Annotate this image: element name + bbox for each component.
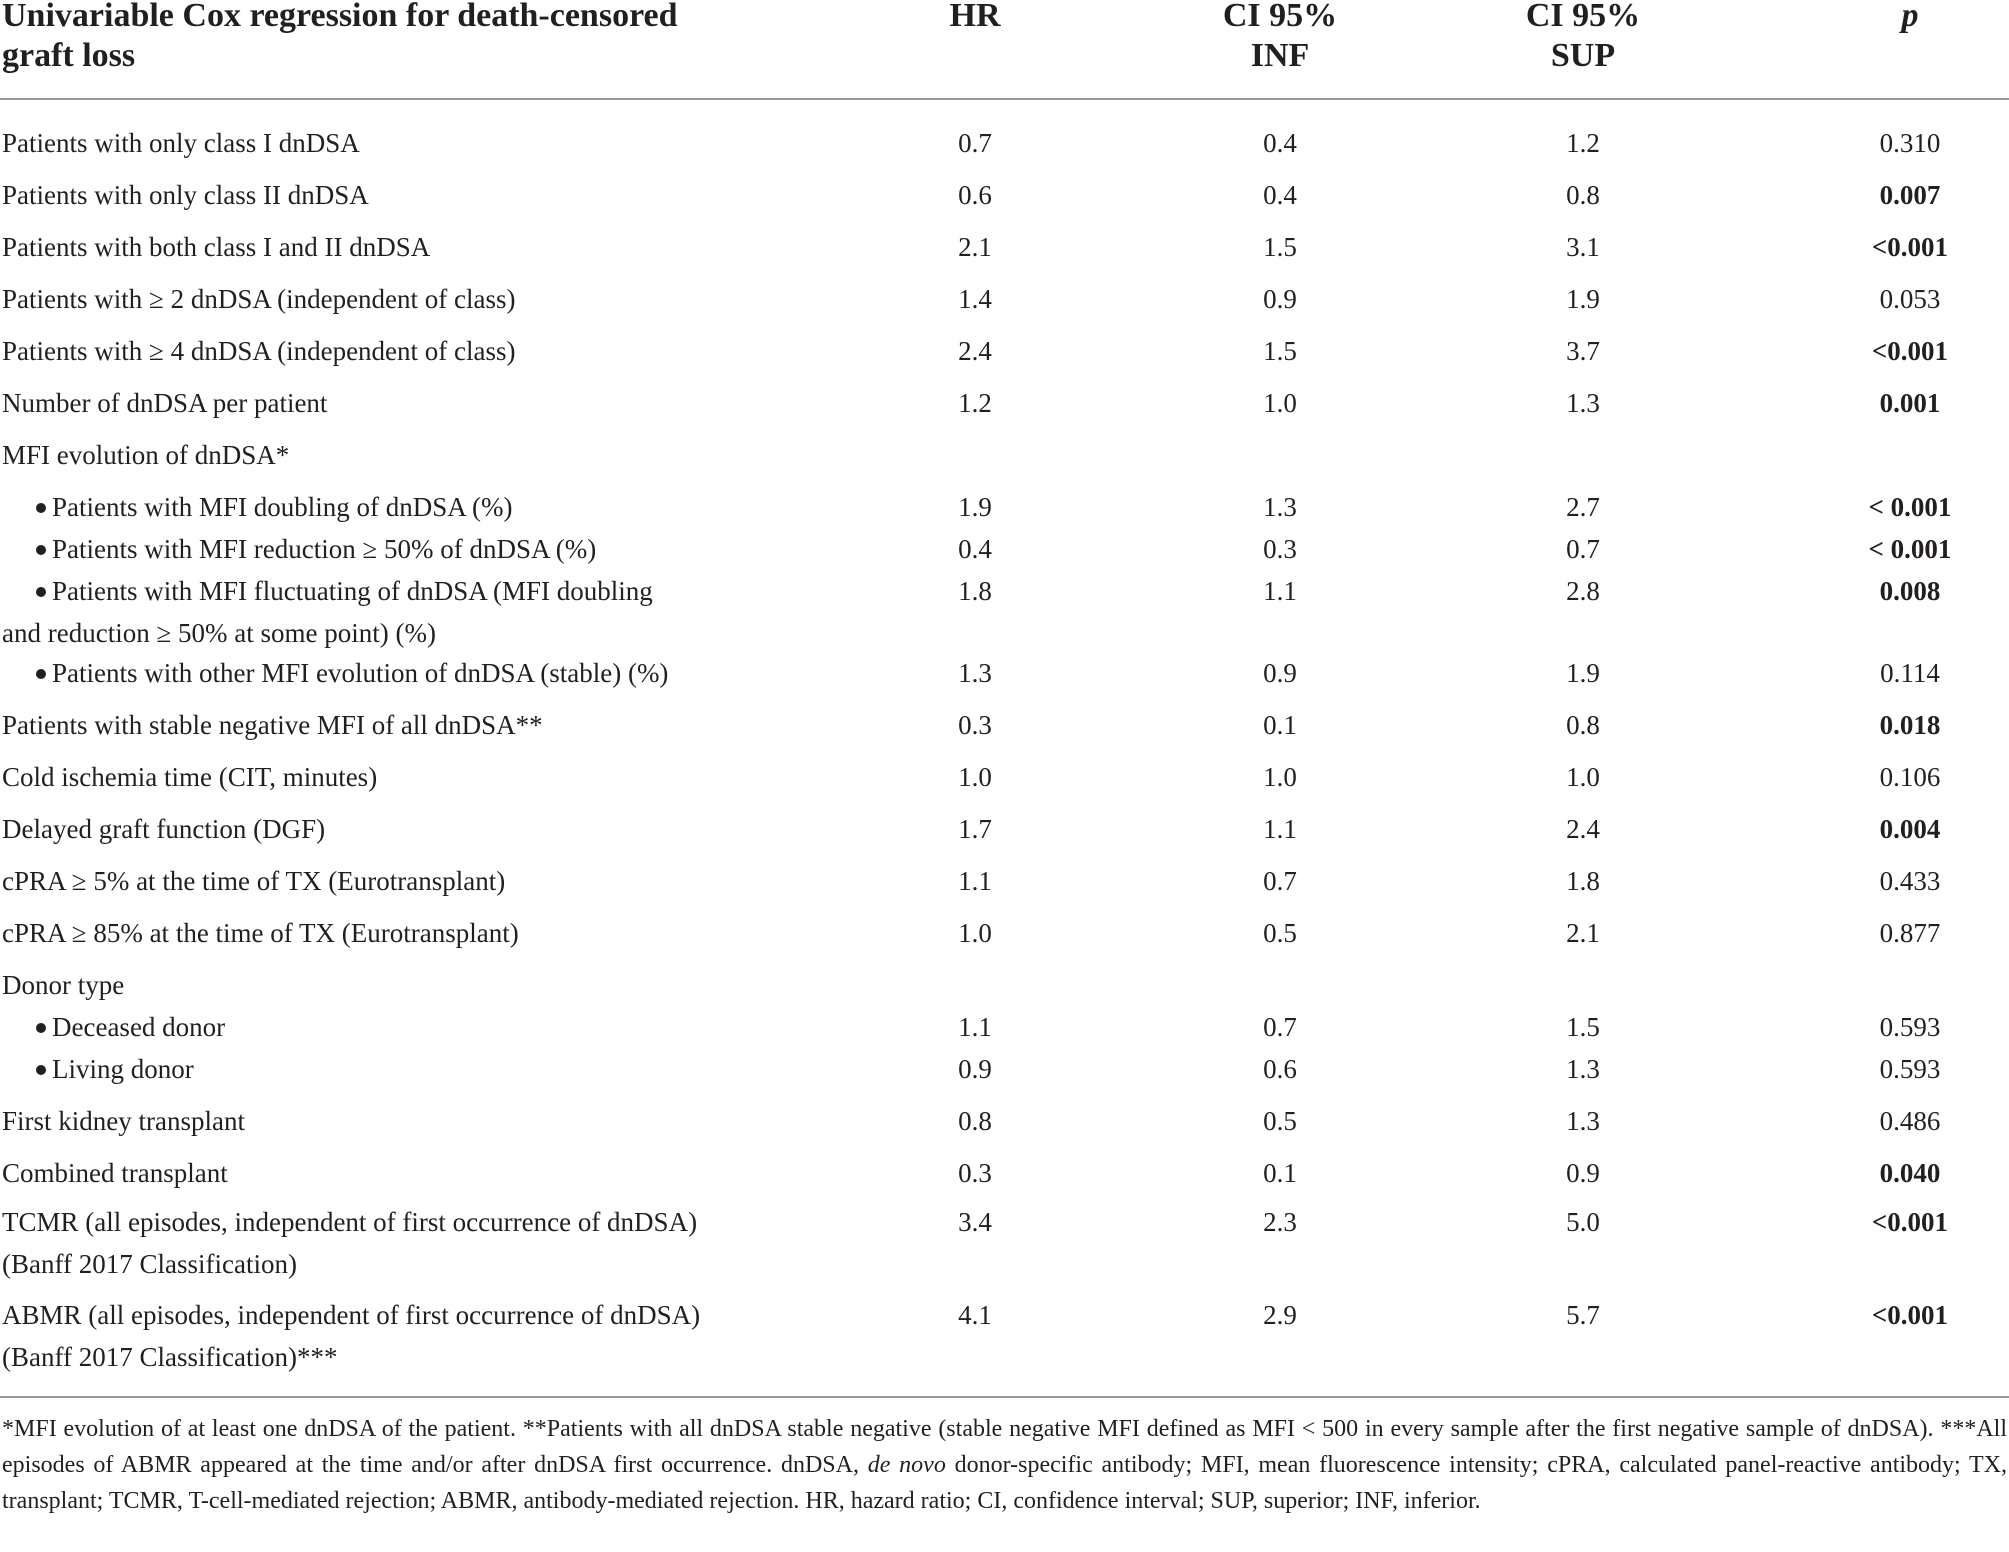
column-header-ci-sup — [1483, 0, 1683, 76]
hr-value: 1.1 — [958, 866, 992, 896]
ci-sup-value: 0.8 — [1566, 710, 1600, 740]
ci-inf-value: 0.6 — [1263, 1054, 1297, 1084]
ci-sup-value: 5.7 — [1566, 1300, 1600, 1330]
hr-value: 4.1 — [958, 1300, 992, 1330]
footnote-text-part1: *MFI evolution of at least one dnDSA of the patient. **Patients with all dnDSA stable negative (stable negative MFI defined as MFI < 500 in every sample after the first negative sample of dnDSA). ***All episodes of ABMR appeared at the time and/or after dnDSA first occurrence. dnDSA, — [2, 1416, 2007, 1478]
hr-value: 1.3 — [958, 658, 992, 688]
ci-sup-value: 1.2 — [1566, 128, 1600, 158]
row-label: cPRA ≥ 85% at the time of TX (Eurotransplant) — [2, 918, 519, 948]
p-value: <0.001 — [1871, 336, 1949, 366]
p-value: 0.106 — [1879, 762, 1941, 792]
hr-value: 1.0 — [958, 918, 992, 948]
hr-value: 0.9 — [958, 1054, 992, 1084]
ci-inf-value: 0.7 — [1263, 866, 1297, 896]
ci-inf-value: 0.1 — [1263, 1158, 1297, 1188]
row-label: Combined transplant — [2, 1158, 228, 1188]
column-header-p: p — [1901, 0, 1919, 34]
ci-sup-value: 1.3 — [1566, 388, 1600, 418]
row-label: Donor type — [2, 970, 125, 1000]
row-label: Patients with ≥ 4 dnDSA (independent of class) — [2, 336, 516, 366]
bullet-icon — [36, 1023, 46, 1033]
hr-value: 1.1 — [958, 1012, 992, 1042]
hr-value: 0.7 — [958, 128, 992, 158]
p-value: 0.007 — [1879, 180, 1941, 210]
ci-sup-value: 2.8 — [1566, 576, 1600, 606]
row-label-line2: (Banff 2017 Classification)*** — [2, 1342, 338, 1372]
row-label-line2: (Banff 2017 Classification) — [2, 1249, 297, 1279]
bullet-icon — [36, 545, 46, 555]
hr-value: 1.7 — [958, 814, 992, 844]
p-value: 0.593 — [1879, 1054, 1941, 1084]
row-label: Delayed graft function (DGF) — [2, 814, 326, 844]
ci-inf-value: 1.3 — [1263, 492, 1297, 522]
ci-sup-value: 0.8 — [1566, 180, 1600, 210]
hr-value: 0.8 — [958, 1106, 992, 1136]
ci-sup-value: 2.4 — [1566, 814, 1600, 844]
ci-inf-value: 0.7 — [1263, 1012, 1297, 1042]
p-value: <0.001 — [1871, 1300, 1949, 1330]
ci-inf-value: 1.0 — [1263, 388, 1297, 418]
ci-sup-value: 1.9 — [1566, 284, 1600, 314]
hr-value: 0.3 — [958, 1158, 992, 1188]
hr-value: 0.3 — [958, 710, 992, 740]
row-label: Patients with MFI reduction ≥ 50% of dnDSA (%) — [52, 534, 597, 564]
p-value: <0.001 — [1871, 1207, 1949, 1237]
ci-inf-value: 2.9 — [1263, 1300, 1297, 1330]
ci-sup-value: 2.1 — [1566, 918, 1600, 948]
ci-sup-value: 1.8 — [1566, 866, 1600, 896]
hr-value: 1.9 — [958, 492, 992, 522]
hr-value: 1.8 — [958, 576, 992, 606]
ci-sup-value: 1.0 — [1566, 762, 1600, 792]
ci-inf-line2: INF — [1250, 37, 1310, 74]
row-label: Patients with ≥ 2 dnDSA (independent of class) — [2, 284, 516, 314]
bullet-icon — [36, 503, 46, 513]
ci-inf-value: 0.1 — [1263, 710, 1297, 740]
row-label: First kidney transplant — [2, 1106, 245, 1136]
p-value: 0.008 — [1879, 576, 1941, 606]
ci-inf-value: 0.5 — [1263, 1106, 1297, 1136]
row-label: Patients with other MFI evolution of dnDSA (stable) (%) — [52, 658, 669, 688]
ci-sup-value: 5.0 — [1566, 1207, 1600, 1237]
ci-sup-value: 1.9 — [1566, 658, 1600, 688]
p-value: 0.053 — [1879, 284, 1941, 314]
column-header-hr: HR — [949, 0, 1001, 34]
ci-sup-value: 3.7 — [1566, 336, 1600, 366]
row-label-line1: ABMR (all episodes, independent of first occurrence of dnDSA) — [2, 1300, 701, 1330]
p-value: < 0.001 — [1868, 492, 1952, 522]
bullet-icon — [36, 587, 46, 597]
ci-sup-value: 1.3 — [1566, 1054, 1600, 1084]
header-title-line2: graft loss — [2, 37, 136, 74]
footer-rule — [0, 1396, 2009, 1398]
column-header-variable — [2, 0, 862, 76]
ci-inf-line1: CI 95% — [1222, 0, 1338, 34]
ci-sup-value: 0.7 — [1566, 534, 1600, 564]
p-value: <0.001 — [1871, 232, 1949, 262]
ci-inf-value: 1.5 — [1263, 336, 1297, 366]
row-label: Cold ischemia time (CIT, minutes) — [2, 762, 378, 792]
ci-sup-value: 1.5 — [1566, 1012, 1600, 1042]
p-value: 0.877 — [1879, 918, 1941, 948]
ci-inf-value: 0.5 — [1263, 918, 1297, 948]
ci-sup-line2: SUP — [1550, 37, 1616, 74]
p-value: 0.433 — [1879, 866, 1941, 896]
hr-value: 1.0 — [958, 762, 992, 792]
ci-inf-value: 0.4 — [1263, 128, 1297, 158]
hr-value: 3.4 — [958, 1207, 992, 1237]
p-value: 0.040 — [1879, 1158, 1941, 1188]
hr-value: 1.2 — [958, 388, 992, 418]
p-value: 0.004 — [1879, 814, 1941, 844]
ci-inf-value: 1.1 — [1263, 814, 1297, 844]
p-value: 0.486 — [1879, 1106, 1941, 1136]
footnote-italic: de novo — [867, 1452, 946, 1478]
ci-inf-value: 2.3 — [1263, 1207, 1297, 1237]
ci-sup-line1: CI 95% — [1525, 0, 1641, 34]
ci-inf-value: 0.4 — [1263, 180, 1297, 210]
p-value: 0.114 — [1880, 658, 1940, 688]
ci-inf-value: 1.5 — [1263, 232, 1297, 262]
row-label: Living donor — [52, 1054, 194, 1084]
p-value: 0.001 — [1879, 388, 1941, 418]
row-label-line2: and reduction ≥ 50% at some point) (%) — [2, 618, 436, 648]
footnote-text-part2: donor-specific antibody; MFI, mean fluorescence intensity; cPRA, calculated panel-reactive antibody; TX, transplant; TCMR, T-cell-mediated rejection; ABMR, antibody-mediated rejection. HR, hazard ratio; CI, confidence interval; SUP, superior; INF, inferior. — [2, 1452, 2008, 1514]
p-value: 0.310 — [1879, 128, 1941, 158]
ci-inf-value: 0.9 — [1263, 284, 1297, 314]
row-label: Deceased donor — [52, 1012, 226, 1042]
ci-sup-value: 1.3 — [1566, 1106, 1600, 1136]
row-label-line1: Patients with MFI fluctuating of dnDSA (MFI doubling — [52, 576, 653, 606]
p-value: 0.018 — [1879, 710, 1941, 740]
row-label: Patients with only class I dnDSA — [2, 128, 360, 158]
p-value: 0.593 — [1879, 1012, 1941, 1042]
row-label: cPRA ≥ 5% at the time of TX (Eurotransplant) — [2, 866, 506, 896]
ci-sup-value: 0.9 — [1566, 1158, 1600, 1188]
hr-value: 2.4 — [958, 336, 992, 366]
row-label: Patients with MFI doubling of dnDSA (%) — [52, 492, 513, 522]
ci-inf-value: 1.1 — [1263, 576, 1297, 606]
hr-value: 1.4 — [958, 284, 992, 314]
ci-sup-value: 2.7 — [1566, 492, 1600, 522]
header-title-line1: Univariable Cox regression for death-censored — [2, 0, 678, 34]
bullet-icon — [36, 1065, 46, 1075]
hr-value: 2.1 — [958, 232, 992, 262]
row-label: Patients with stable negative MFI of all dnDSA** — [2, 710, 543, 740]
hr-value: 0.6 — [958, 180, 992, 210]
ci-inf-value: 1.0 — [1263, 762, 1297, 792]
row-label: Patients with both class I and II dnDSA — [2, 232, 431, 262]
header-rule — [0, 98, 2009, 100]
ci-inf-value: 0.3 — [1263, 534, 1297, 564]
p-value: < 0.001 — [1868, 534, 1952, 564]
bullet-icon — [36, 669, 46, 679]
column-header-ci-inf — [1180, 0, 1380, 76]
ci-sup-value: 3.1 — [1566, 232, 1600, 262]
row-label-line1: TCMR (all episodes, independent of first occurrence of dnDSA) — [2, 1207, 698, 1237]
table-footnote — [2, 1411, 2007, 1519]
ci-inf-value: 0.9 — [1263, 658, 1297, 688]
row-label: MFI evolution of dnDSA* — [2, 440, 290, 470]
hr-value: 0.4 — [958, 534, 992, 564]
row-label: Number of dnDSA per patient — [2, 388, 328, 418]
row-label: Patients with only class II dnDSA — [2, 180, 369, 210]
